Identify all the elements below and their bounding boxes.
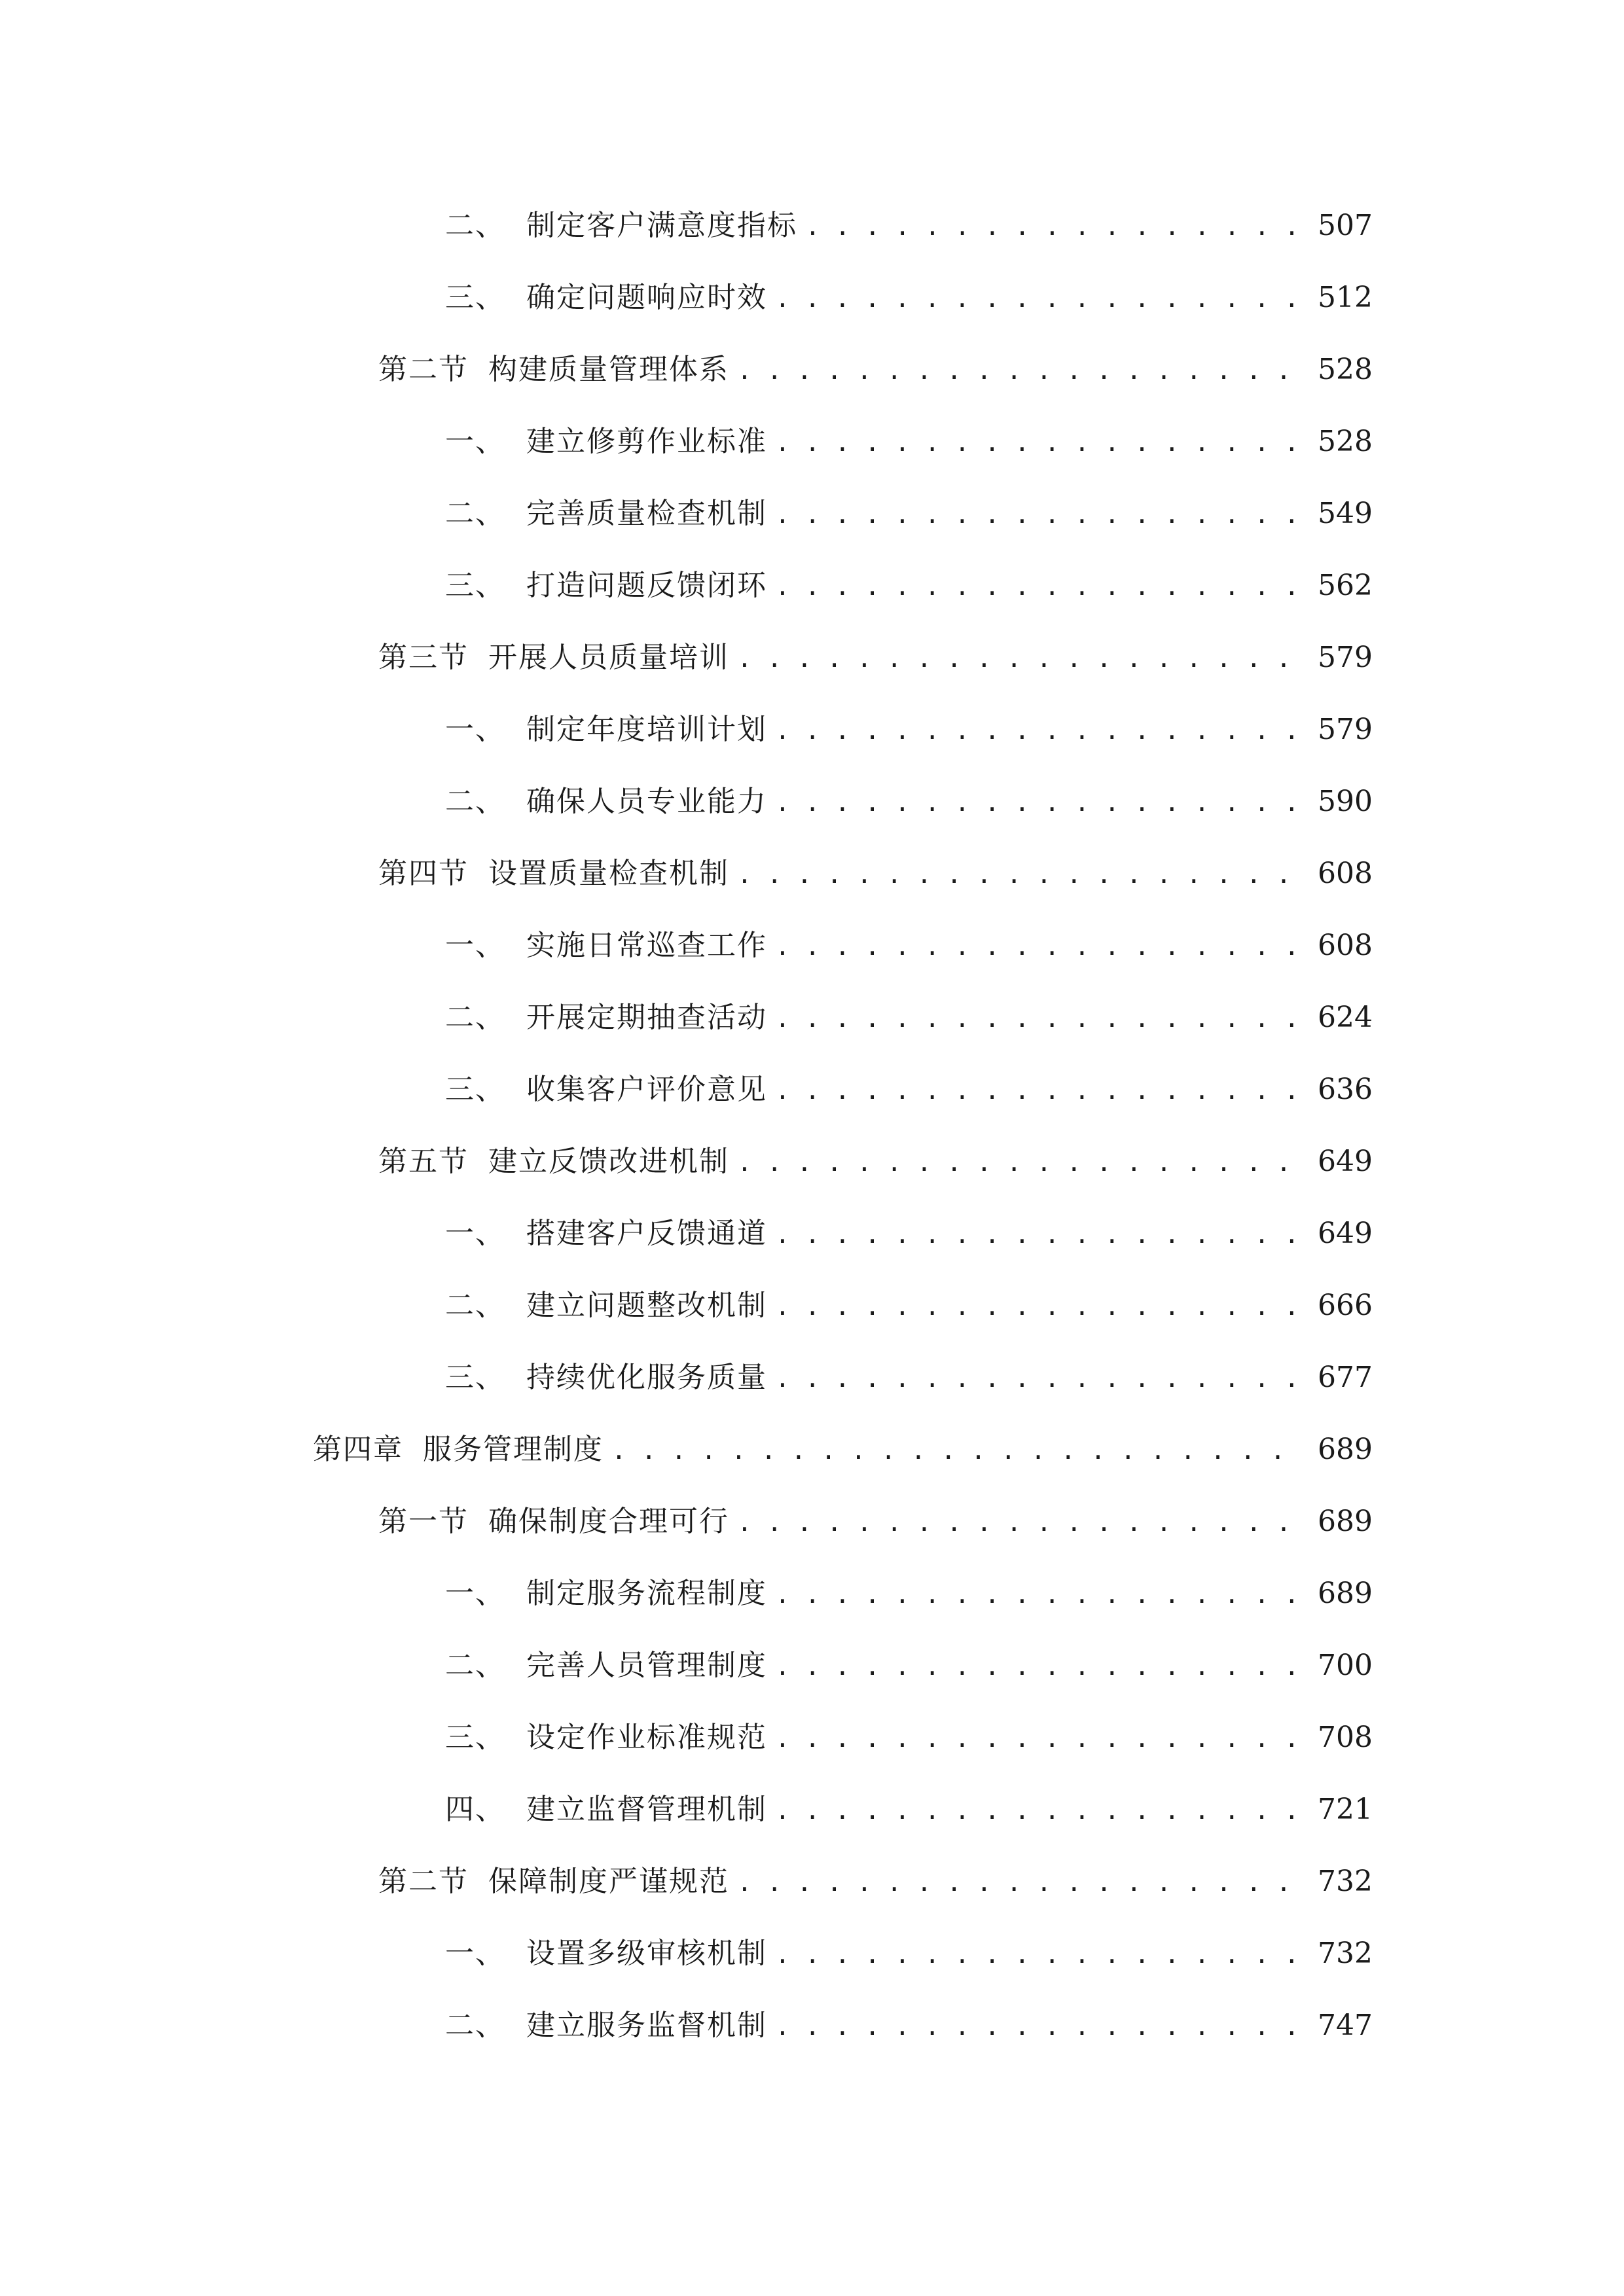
toc-entry-title: 持续优化服务质量 (526, 1361, 767, 1394)
toc-entry-page: 528 (1318, 425, 1373, 458)
toc-entry-number: 三、 (445, 281, 505, 314)
toc-entry-page: 677 (1318, 1361, 1373, 1394)
toc-entry-page: 689 (1318, 1577, 1373, 1610)
toc-entry[interactable] (445, 419, 1373, 465)
toc-entry-number: 一、 (445, 425, 505, 458)
toc-entry-title: 完善人员管理制度 (526, 1649, 767, 1682)
toc-entry-title: 保障制度严谨规范 (488, 1865, 729, 1898)
toc-entry[interactable] (445, 1355, 1373, 1401)
toc-entry[interactable] (445, 2003, 1373, 2049)
dot-leader (775, 420, 1306, 465)
toc-entry-title: 收集客户评价意见 (526, 1073, 767, 1106)
dot-leader (775, 1211, 1306, 1257)
toc-entry[interactable] (445, 1931, 1373, 1977)
toc-entry-title: 设置质量检查机制 (488, 857, 729, 890)
toc-entry-page: 590 (1318, 785, 1373, 818)
dot-leader (775, 1355, 1306, 1401)
toc-entry-title: 建立监督管理机制 (526, 1793, 767, 1826)
toc-entry-page: 608 (1318, 929, 1373, 962)
toc-entry[interactable] (445, 1787, 1373, 1833)
toc-entry[interactable] (445, 1067, 1373, 1113)
toc-entry-page: 649 (1318, 1217, 1373, 1250)
toc-entry-title: 制定年度培训计划 (526, 713, 767, 746)
toc-entry-page: 732 (1318, 1937, 1373, 1970)
toc-entry-number: 第一节 (378, 1505, 469, 1538)
toc-entry-number: 二、 (445, 785, 505, 818)
toc-entry[interactable] (445, 1211, 1373, 1257)
dot-leader (775, 1715, 1306, 1761)
toc-entry-number: 第三节 (378, 641, 469, 674)
toc-entry[interactable] (378, 635, 1373, 681)
toc-entry-page: 549 (1318, 497, 1373, 530)
toc-entry-title: 建立服务监督机制 (526, 2009, 767, 2042)
toc-entry-number: 二、 (445, 497, 505, 530)
toc-entry-page: 666 (1318, 1289, 1373, 1322)
dot-leader (775, 2003, 1306, 2049)
dot-leader (775, 1571, 1306, 1617)
dot-leader (775, 1787, 1306, 1833)
toc-entry[interactable] (445, 491, 1373, 537)
toc-entry-number: 四、 (445, 1793, 505, 1826)
toc-entry-page: 721 (1318, 1793, 1373, 1826)
toc-entry-number: 一、 (445, 1937, 505, 1970)
toc-entry-title: 确保制度合理可行 (488, 1505, 729, 1538)
toc-entry[interactable] (445, 563, 1373, 609)
toc-entry-number: 三、 (445, 1361, 505, 1394)
toc-entry-title: 设置多级审核机制 (526, 1937, 767, 1970)
toc-entry-title: 打造问题反馈闭环 (526, 569, 767, 602)
toc-entry[interactable] (378, 851, 1373, 897)
dot-leader (775, 1067, 1306, 1113)
toc-entry-number: 一、 (445, 713, 505, 746)
toc-entry-number: 二、 (445, 2009, 505, 2042)
toc-entry-page: 507 (1318, 209, 1373, 242)
toc-entry-number: 三、 (445, 1721, 505, 1754)
dot-leader (737, 636, 1306, 681)
toc-entry-page: 747 (1318, 2009, 1373, 2042)
toc-entry-number: 三、 (445, 1073, 505, 1106)
toc-entry-page: 562 (1318, 569, 1373, 602)
dot-leader (775, 996, 1306, 1041)
toc-entry[interactable] (445, 779, 1373, 825)
toc-entry-title: 设定作业标准规范 (526, 1721, 767, 1754)
toc-entry-title: 确定问题响应时效 (526, 281, 767, 314)
toc-entry-number: 一、 (445, 929, 505, 962)
toc-entry-page: 708 (1318, 1721, 1373, 1754)
dot-leader (775, 564, 1306, 609)
toc-entry[interactable] (445, 1283, 1373, 1329)
toc-entry-title: 搭建客户反馈通道 (526, 1217, 767, 1250)
toc-entry-number: 一、 (445, 1217, 505, 1250)
toc-entry-title: 建立修剪作业标准 (526, 425, 767, 458)
toc-entry[interactable] (445, 923, 1373, 969)
dot-leader (775, 492, 1306, 537)
toc-entry-title: 建立问题整改机制 (526, 1289, 767, 1322)
toc-entry-title: 开展人员质量培训 (488, 641, 729, 674)
toc-entry-page: 528 (1318, 353, 1373, 386)
dot-leader (775, 1643, 1306, 1689)
toc-entry-page: 700 (1318, 1649, 1373, 1682)
toc-entry[interactable] (313, 1427, 1373, 1473)
toc-entry-title: 建立反馈改进机制 (488, 1145, 729, 1178)
dot-leader (775, 780, 1306, 825)
dot-leader (611, 1427, 1306, 1473)
toc-entry-title: 确保人员专业能力 (526, 785, 767, 818)
toc-entry-title: 制定服务流程制度 (526, 1577, 767, 1610)
toc-entry-number: 三、 (445, 569, 505, 602)
toc-entry-page: 636 (1318, 1073, 1373, 1106)
toc-entry-page: 624 (1318, 1001, 1373, 1034)
toc-entry[interactable] (445, 1715, 1373, 1761)
toc-entry-page: 512 (1318, 281, 1373, 314)
toc-entry-number: 二、 (445, 209, 505, 242)
dot-leader (775, 1931, 1306, 1977)
toc-entry[interactable] (378, 1499, 1373, 1545)
toc-entry-page: 579 (1318, 641, 1373, 674)
toc-entry[interactable] (445, 275, 1373, 321)
toc-entry-page: 608 (1318, 857, 1373, 890)
toc-entry[interactable] (378, 1859, 1373, 1905)
dot-leader (775, 708, 1306, 753)
toc-entry[interactable] (445, 203, 1373, 249)
dot-leader (775, 276, 1306, 321)
toc-entry-number: 二、 (445, 1649, 505, 1682)
toc-entry-title: 完善质量检查机制 (526, 497, 767, 530)
toc-entry-number: 第五节 (378, 1145, 469, 1178)
dot-leader (737, 348, 1306, 393)
toc-entry[interactable] (445, 707, 1373, 753)
toc-entry-page: 689 (1318, 1433, 1373, 1466)
toc-entry[interactable] (378, 347, 1373, 393)
toc-entry[interactable] (445, 1643, 1373, 1689)
toc-entry-title: 开展定期抽查活动 (526, 1001, 767, 1034)
toc-entry-title: 实施日常巡查工作 (526, 929, 767, 962)
toc-entry[interactable] (378, 1139, 1373, 1185)
toc-entry-title: 制定客户满意度指标 (526, 209, 797, 242)
toc-entry-page: 649 (1318, 1145, 1373, 1178)
dot-leader (737, 1139, 1306, 1185)
toc-entry-number: 第四节 (378, 857, 469, 890)
toc-entry-page: 732 (1318, 1865, 1373, 1898)
dot-leader (805, 204, 1306, 249)
toc-entry-number: 一、 (445, 1577, 505, 1610)
toc-entry-title: 服务管理制度 (423, 1433, 604, 1466)
toc-entry-page: 689 (1318, 1505, 1373, 1538)
toc-entry-number: 第二节 (378, 353, 469, 386)
toc-entry-title: 构建质量管理体系 (488, 353, 729, 386)
dot-leader (737, 1499, 1306, 1545)
toc-entry-number: 二、 (445, 1001, 505, 1034)
dot-leader (737, 1859, 1306, 1905)
toc-entry[interactable] (445, 995, 1373, 1041)
toc-entry-number: 二、 (445, 1289, 505, 1322)
toc-entry-page: 579 (1318, 713, 1373, 746)
dot-leader (737, 852, 1306, 897)
toc-entry[interactable] (445, 1571, 1373, 1617)
dot-leader (775, 1283, 1306, 1329)
toc-entry-number: 第二节 (378, 1865, 469, 1898)
dot-leader (775, 924, 1306, 969)
toc-entry-number: 第四章 (313, 1433, 403, 1466)
